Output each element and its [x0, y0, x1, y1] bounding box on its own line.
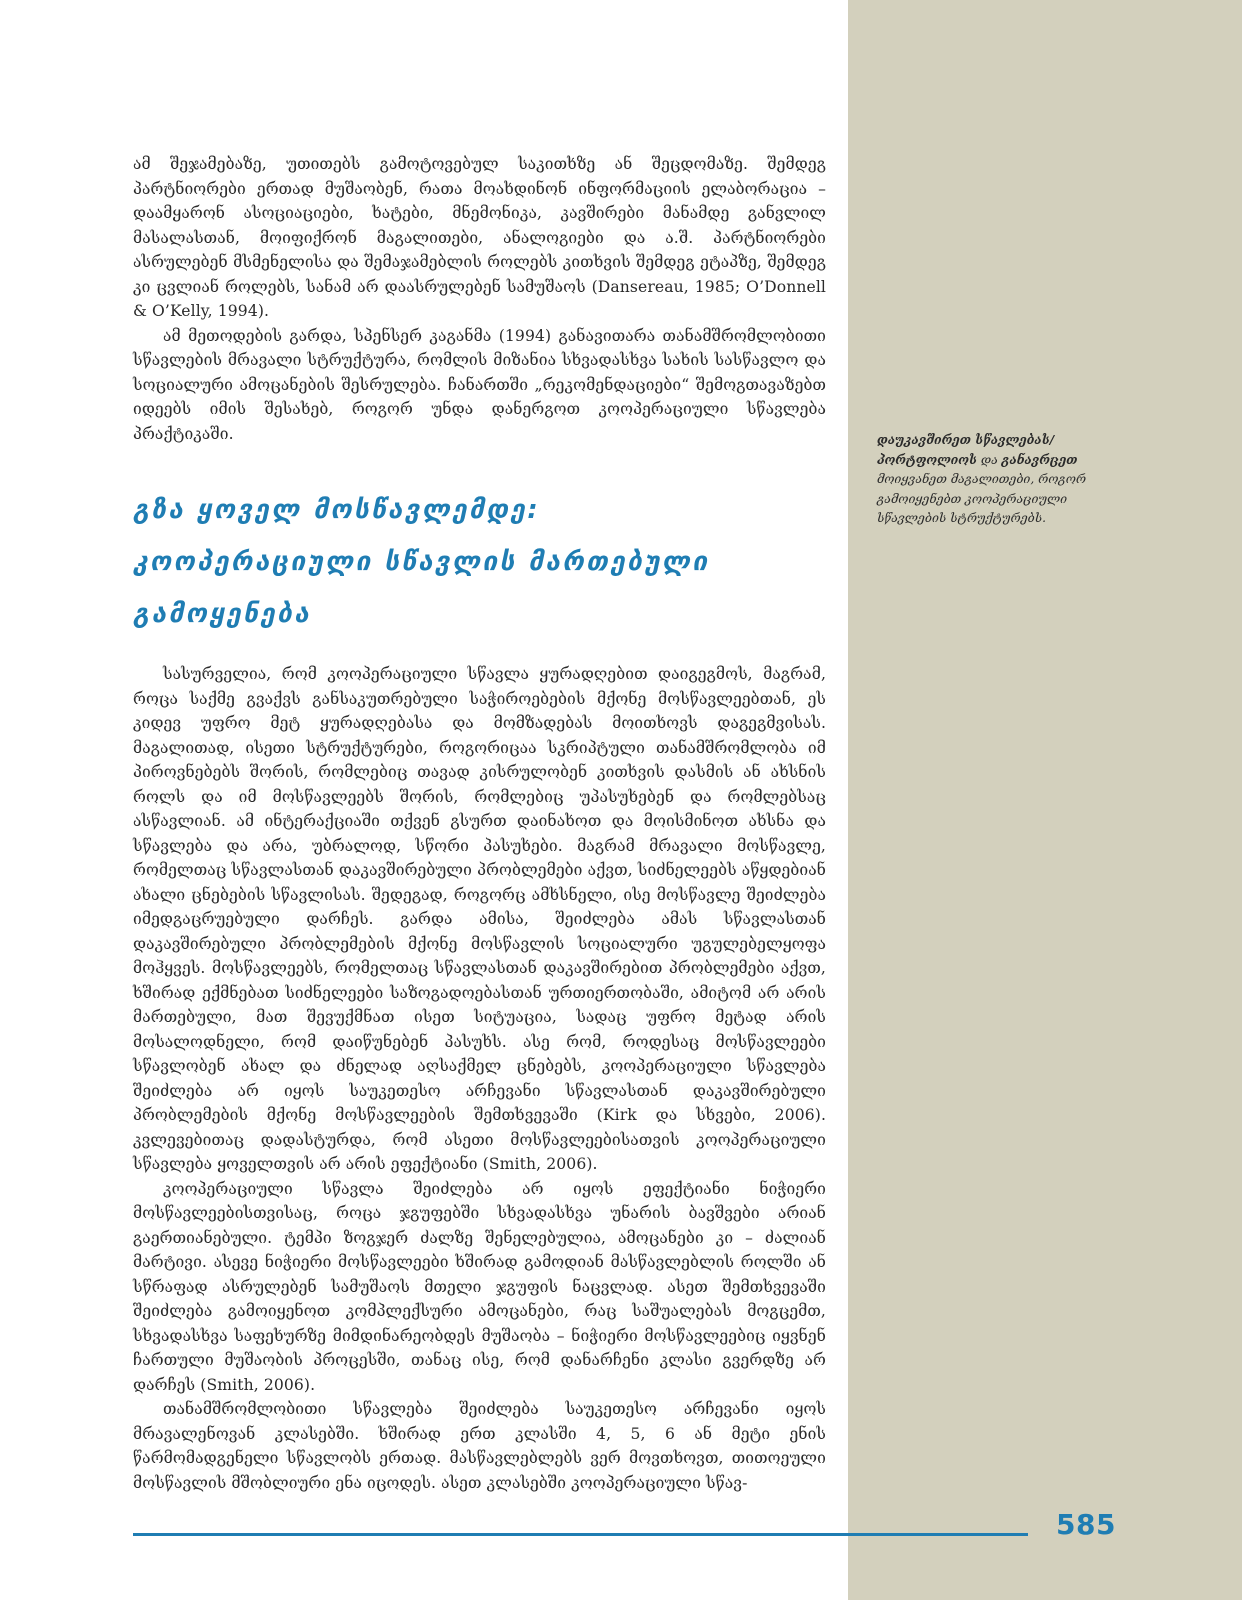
- paragraph-4: კოოპერაციული სწავლა შეიძლება არ იყოს ეფექტიანი ნიჭიერი მოსწავლეებისთვისაც, როცა ჯგუფებში სხვადასხვა უნარის ბავშვები არიან გაერთიანებული. ტემპი ზოგჯერ ძალზე შენელებულია, ამოცანები კი – ძალიან მარტივი. ასევე ნიჭიერი მოსწავლეები ხშირად გამოდიან მასწავლებლის როლში ან სწრაფად ასრულებენ სამუშაოს მთელი ჯგუფის ნაცვლად. ასეთ შემთხვევაში შეიძლება გამოიყენოთ კომპლექსური ამოცანები, რაც საშუალებას მოგცემთ, სხვადასხვა საფეხურზე მიმდინარეობდეს მუშაობა – ნიჭიერი მოსწავლეებიც იყვნენ ჩართული მუშაობის პროცესში, თანაც ისე, რომ დანარჩენი კლასი გვერდზე არ დარჩეს (Smith, 2006).: [133, 1179, 826, 1394]
- margin-note-connector: და: [980, 452, 998, 467]
- paragraph-3: სასურველია, რომ კოოპერაციული სწავლა ყურადღებით დაიგეგმოს, მაგრამ, როცა საქმე გვაქვს განსაკუთრებული საჭიროებების მქონე მოსწავლეებთან, ეს კიდევ უფრო მეტ ყურადღებასა და მომზადებას მოითხოვს დაგეგმვისას. მაგალითად, ისეთი სტრუქტურები, როგორიცაა სკრიპტული თანამშრომლობა იმ პიროვნებებს შორის, რომლებიც თავად კისრულობენ კითხვის დასმის ან ახსნის როლს და იმ მოსწავლეებს შორის, რომლებიც უპასუხებენ და რომლებსაც ასწავლიან. ამ ინტერაქციაში თქვენ გსურთ დაინახოთ და მოისმინოთ ახსნა და სწავლება და არა, უბრალოდ, სწორი პასუხები. მაგრამ მრავალი მოსწავლე, რომელთაც სწავლასთან დაკავშირებული პრობლემები აქვთ, სიძნელეებს აწყდებიან ახალი ცნებების სწავლისას. შედეგად, როგორც ამხსნელი, ისე მოსწავლე შეიძლება იმედგაცრუებული დარჩეს. გარდა ამისა, შეიძლება ამას სწავლასთან დაკავშირებული პრობლემების მქონე მოსწავლის სოციალური უგულებელყოფა მოჰყვეს. მოსწავლეებს, რომელთაც სწავლასთან დაკავშირებით პრობლემები აქვთ, ხშირად ექმნებათ სიძნელეები საზოგადოებასთან ურთიერთობაში, ამიტომ არ არის მართებული, მათ შევუქმნათ ისეთ სიტუაცია, სადაც უფრო მეტად არის მოსალოდნელი, რომ დაიწუნებენ პასუხს. ასე რომ, როდესაც მოსწავლეები სწავლობენ ახალ და ძნელად აღსაქმელ ცნებებს, კოოპერაციული სწავლება შეიძლება არ იყოს საუკეთესო არჩევანი სწავლასთან დაკავშირებული პრობლემების მქონე მოსწავლეების შემთხვევაში (Kirk და სხვები, 2006). კვლევებითაც დადასტურდა, რომ ასეთი მოსწავლეებისათვის კოოპერაციული სწავლება ყოველთვის არ არის ეფექტიანი (Smith, 2006).: [133, 665, 826, 1173]
- margin-note-title-end: განავრცეთ: [1001, 452, 1078, 467]
- section-heading-line-2: კოოპერაციული სწავლის მართებული გამოყენება: [133, 547, 710, 629]
- margin-note-title: დაუკავშირეთ სწავლებას/ პორტფოლიოს: [877, 433, 1055, 467]
- sidebar-band: [848, 0, 1242, 1600]
- margin-note: [877, 431, 1117, 529]
- main-text-column: [133, 152, 826, 1495]
- page-number: 585: [1056, 1508, 1116, 1541]
- paragraph-5: თანამშრომლობითი სწავლება შეიძლება საუკეთესო არჩევანი იყოს მრავალენოვან კლასებში. ხშირად ერთ კლასში 4, 5, 6 ან მეტი ენის წარმომადგენელი სწავლობს ერთად. მასწავლებლებს ვერ მოვთხოვთ, თითოეული მოსწავლის მშობლიური ენა იცოდეს. ასეთ კლასებში კოოპერაციული სწავ-: [133, 1400, 826, 1492]
- margin-note-text: მოიყვანეთ მაგალითები, როგორ გამოიყენებთ კოოპერაციული სწავლების სტრუქტურებს.: [877, 472, 1087, 525]
- section-heading-line-1: გზა ყოველ მოსწავლემდე:: [133, 495, 541, 525]
- paragraph-2: ამ მეთოდების გარდა, სპენსერ კაგანმა (1994) განავითარა თანამშრომლობითი სწავლების მრავალი სტრუქტურა, რომლის მიზანია სხვადასხვა სახის სასწავლო და სოციალური ამოცანების შესრულება. ჩანართში „რეკომენდაციები“ შემოგთავაზებთ იდეებს იმის შესახებ, როგორ უნდა დანერგოთ კოოპერაციული სწავლება პრაქტიკაში.: [133, 326, 826, 443]
- footer-rule: [133, 1533, 1028, 1536]
- paragraph-1: ამ შეჯამებაზე, უთითებს გამოტოვებულ საკითხზე ან შეცდომაზე. შემდეგ პარტნიორები ერთად მუშაობენ, რათა მოახდინონ ინფორმაციის ელაბორაცია – დაამყარონ ასოციაციები, ხატები, მნემონიკა, კავშირები მანამდე განვლილ მასალასთან, მოიფიქრონ მაგალითები, ანალოგიები და ა.შ. პარტნიორები ასრულებენ მსმენელისა და შემაჯამებლის როლებს კითხვის შემდეგ ეტაპზე, შემდეგ კი ცვლიან როლებს, სანამ არ დაასრულებენ სამუშაოს (Dansereau, 1985; O’Donnell & O’Kelly, 1994).: [133, 155, 826, 320]
- section-heading: [133, 484, 826, 640]
